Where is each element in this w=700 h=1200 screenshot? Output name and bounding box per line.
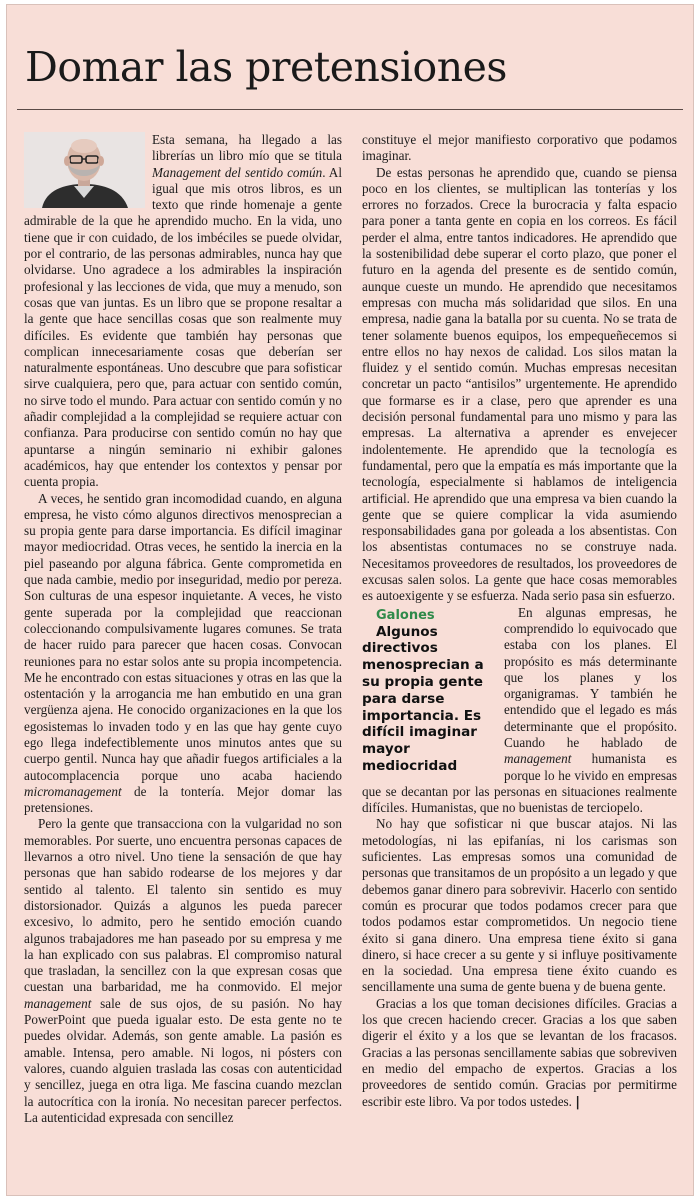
pullquote-label: Galones — [376, 607, 435, 623]
text-run: En algunas empresas, he comprendido lo equivocado que estaba con los planes. El propósito es más determinante que los planes y los organigramas. Y también he entendido que el legado es más determinante que el propósito. Cuando he hablado de — [504, 604, 677, 750]
paragraph — [362, 165, 677, 605]
end-mark: | — [575, 1094, 581, 1110]
italic-term: management — [24, 995, 92, 1011]
author-photo — [24, 132, 145, 208]
text-run: De estas personas he aprendido que, cuando se piensa poco en los clientes, se multiplican las tonterías y los errores no forzados. Crece la burocracia y falta espacio para poner a tanta gente en copia en los correos. Es fácil perder el alma, entre tantos indicadores. He aprendido que la sostenibilidad debe superar el corto plazo, que poner el futuro en la agenda del presente es de sentido común, aunque cueste un mundo. He aprendido que necesitamos empresas con mucha más solidaridad que silos. En una empresa, nadie gana la batalla por su cuenta. No se trata de tener solamente buenos equipos, los empequeñecemos si entre ellos no hay nexos de calidad. Los silos matan la fluidez y el sentido común. Muchas empresas necesitan concretar un pacto “antisilos” urgentemente. He aprendido que formarse es ir a clase, pero que aprender es una decisión personal fundamental para uno mismo y para las empresas. La alternativa a aprender es envejecer indolentemente. He aprendido que la tecnología es fundamental, pero que la empatía es más importante que la tecnología, especialmente si hablamos de inteligencia artificial. He aprendido que una empresa va bien cuando la gente que se quiere complicar la vida asumiendo responsabilidades gana por goleada a los absentistas. Con los absentistas contumaces no se construye nada. Necesitamos proveedores de resultados, los proveedores de excusas salen solos. La gente que hace cosas memorables es autoexigente y se esfuerza. Nada serio pasa sin esfuerzo. — [362, 164, 677, 604]
newspaper-page — [7, 5, 693, 1195]
text-run: humanista es porque lo he vivido en empresas que se decantan por las personas en situaciones realmente difíciles. Humanistas, que no buenistas de terciopelo. — [362, 751, 677, 816]
pullquote — [362, 607, 492, 775]
paragraph: No hay que sofisticar ni que buscar atajos. Ni las metodologías, ni las epifanías, ni los carismas son suficientes. Las empresas somos una comunidad de personas que transitamos de un propósito a un legado y que debemos ganar dinero para sobrevivir. Hacerlo con sentido común es procurar que todos podamos crecer para que todos podamos estar comprometidos. Un negocio tiene éxito si gana dinero. Una empresa tiene éxito si gana dinero, si hace crecer a su gente y si influye positivamente en la sociedad. Una empresa tiene éxito cuando es sencillamente una suma de gente buena y de buena gente. — [362, 816, 677, 995]
pullquote-text: Algunos directivos menosprecian a su propia gente para darse importancia. Es difícil imaginar mayor mediocridad — [362, 623, 484, 774]
text-run: . Al igual que mis otros libros, es un texto que rinde homenaje a gente admirable de la que he aprendido mucho. En la vida, uno tiene que ir con cuidado, de los imbéciles se puede olvidar, por el contrario, de las personas admirables, nunca hay que olvidarse. Uno agradece a los admirables la inspiración profesional y las lecciones de vida, que muy a menudo, son cosas que van juntas. Es un libro que se propone resaltar a la gente que hace sencillas cosas que son realmente muy difíciles. Es evidente que también hay personas que complican innecesariamente cosas que deberían ser naturalmente espontáneas. Uno descubre que para sofisticar sirve cualquiera, pero que, para actuar con sentido común, no sirve todo el mundo. Para actuar con sentido común y no añadir complejidad a la complejidad se requiere actuar con confianza. Para producirse con sentido común no hay que apuntarse a ningún seminario ni exhibir galones académicos, hay que entender los contextos y pensar por cuenta propia. — [24, 164, 342, 490]
paragraph: constituye el mejor manifiesto corporativo que podamos imaginar. — [362, 132, 677, 164]
italic-term: micromanagement — [24, 783, 122, 799]
text-run: A veces, he sentido gran incomodidad cuando, en alguna empresa, he visto cómo algunos directivos menosprecian a su propia gente para darse importancia. Es difícil imaginar mayor mediocridad. Otras veces, he sentido la inercia en la piel paseando por alguna fábrica. Gente comprometida en que nada cambie, medio por inseguridad, medio por pereza. Son culturas de una espesor inquietante. A veces, he visto gente superada por la complejidad que reaccionan coleccionando compulsivamente lugares comunes. Se trata de hacer ruido para parecer que hacen cosas. Convocan reuniones para no estar solos ante su propia incompetencia. Me he encontrado con estas situaciones y otras en las que la ostentación y la arrogancia me han embutido en una gran vergüenza ajena. He conocido organizaciones en la que los egosistemas lo invaden todo y en las que hay gente cuyo ego llega indefectiblemente unos minutos antes que su cuerpo gentil. Nunca hay que añadir fuegos artificiales a la autocomplacencia porque uno acaba haciendo — [24, 490, 342, 783]
paragraph — [24, 491, 342, 817]
title-divider — [17, 109, 683, 110]
text-run: Esta semana, ha llegado a las librerías un libro mío que se titula — [152, 132, 342, 164]
paragraph-closing — [362, 996, 677, 1111]
text-run: sale de sus ojos, de su pasión. No hay PowerPoint que pueda igualar esto. De esta gente no te puedes olvidar. Además, son gente amable. La pasión es amable. Intensa, pero amable. Ni logos, ni pósters con valores, cuando alguien traslada las cosas con autenticidad y sencillez, juega en otra liga. Me fascina cuando mezclan la autocrítica con la ironía. No necesitan parecer perfectos. La autenticidad expresada con sencillez — [24, 995, 342, 1125]
paragraph — [24, 816, 342, 1126]
italic-term: management — [504, 751, 572, 767]
text-run: Gracias a los que toman decisiones difíciles. Gracias a los que crecen haciendo crecer. Gracias a los que saben digerir el éxito y a los que se levantan de los fracasos. Gracias a las personas sencillamente sabias que sobreviven en medio del empacho de expertos. Gracias a los proveedores de sentido común. Gracias por permitirme escribir este libro. Va por todos ustedes. — [362, 995, 677, 1109]
text-run: de la tontería. Mejor domar las pretensiones. — [24, 783, 342, 816]
book-title: Management del sentido común — [152, 164, 323, 180]
article-column-right — [362, 132, 677, 1111]
text-run: Pero la gente que transacciona con la vulgaridad no son memorables. Por suerte, uno encuentra personas capaces de llevarnos a otro nivel. Uno tiene la sensación de que hay personas que han sabido rodearse de los mejores y dar sentido al talento. El talento sin sentido es muy distorsionador. Quizás a algunos les pueda parecer excesivo, lo admito, pero he sentido emoción cuando algunos trabajadores me han paseado por su empresa y me la han explicado con sus palabras. El compromiso natural que trasladan, la sencillez con la que expresan cosas que cuestan una barbaridad, me ha conmovido. El mejor — [24, 816, 342, 995]
article-column-left — [24, 132, 342, 1126]
article-title: Domar las pretensiones — [25, 43, 507, 91]
